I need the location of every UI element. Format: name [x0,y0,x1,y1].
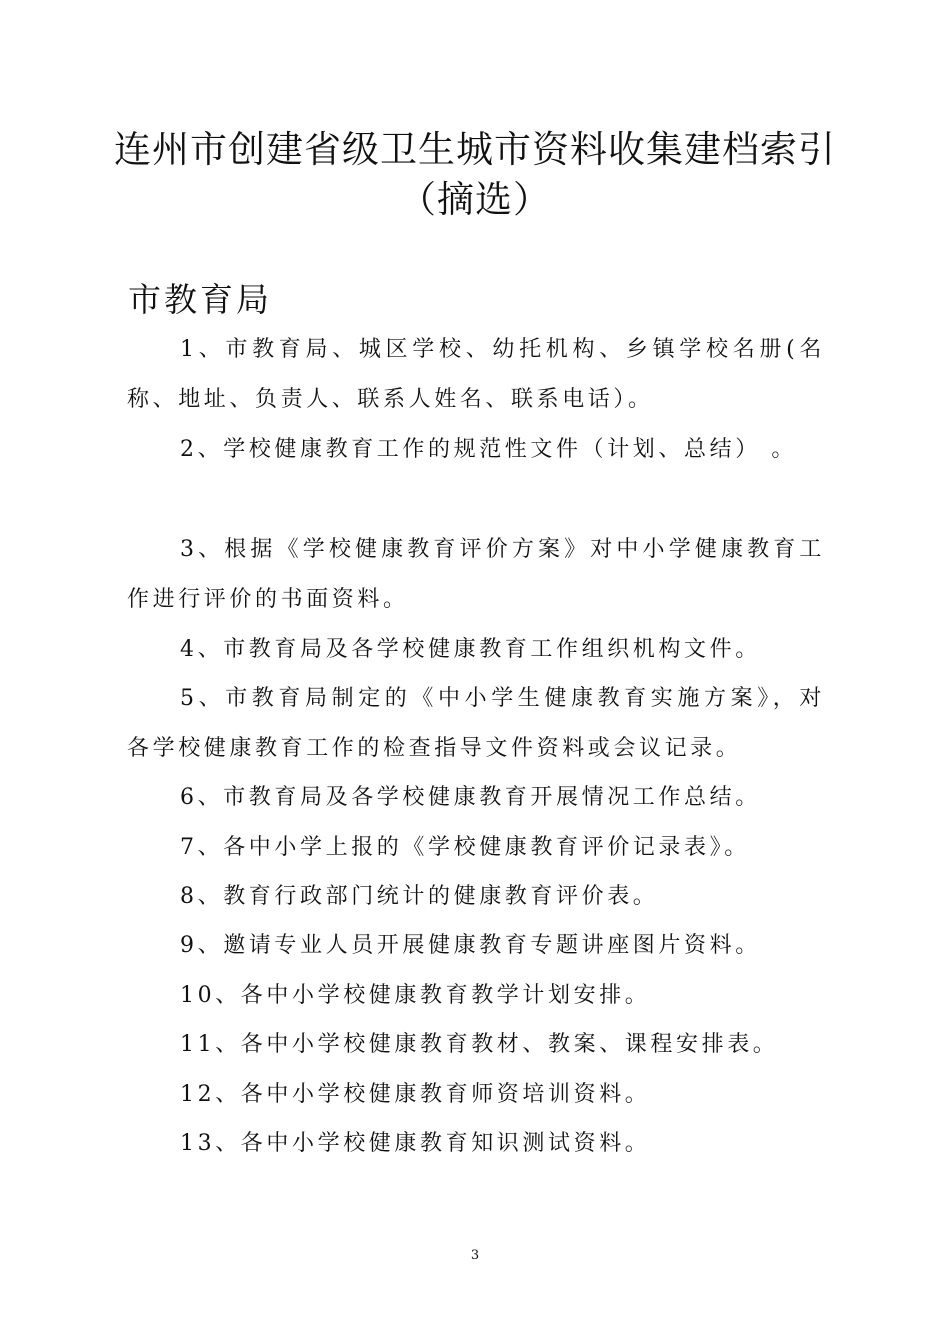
list-item-7: 7、各中小学上报的《学校健康教育评价记录表》。 [180,835,750,860]
list-item-3: 3、根据《学校健康教育评价方案》对中小学健康教育工作进行评价的书面资料。 [127,537,825,612]
list-item-1: 1、市教育局、城区学校、幼托机构、乡镇学校名册(名称、地址、负责人、联系人姓名、联系电话）。 [127,337,825,412]
list-item-12: 12、各中小学校健康教育师资培训资料。 [180,1082,651,1107]
list-item-2: 2、学校健康教育工作的规范性文件（计划、总结） 。 [180,437,797,462]
list-item-6: 6、市教育局及各学校健康教育开展情况工作总结。 [180,785,761,810]
section-heading: 市教育局 [128,280,272,319]
list-item-9: 9、邀请专业人员开展健康教育专题讲座图片资料。 [180,933,761,958]
page-number: 3 [470,1248,480,1263]
list-item-13: 13、各中小学校健康教育知识测试资料。 [180,1131,651,1156]
list-item-11: 11、各中小学校健康教育教材、教案、课程安排表。 [180,1032,779,1057]
list-item-10: 10、各中小学校健康教育教学计划安排。 [180,983,651,1008]
document-title: 连州市创建省级卫生城市资料收集建档索引 [114,128,836,171]
document-subtitle: （摘选） [399,178,551,221]
list-item-4: 4、市教育局及各学校健康教育工作组织机构文件。 [180,637,761,662]
list-item-8: 8、教育行政部门统计的健康教育评价表。 [180,884,659,909]
list-item-5: 5、市教育局制定的《中小学生健康教育实施方案》，对各学校健康教育工作的检查指导文件资料或会议记录。 [127,686,825,761]
